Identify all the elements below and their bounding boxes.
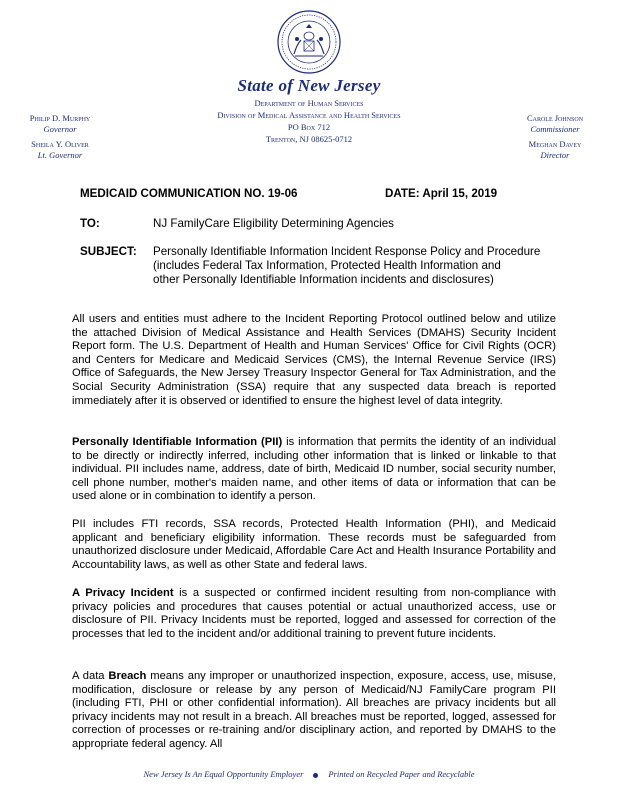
intro-paragraph: All users and entities must adhere to the Incident Reporting Protocol outlined below and utilize the attached Division of Medical Assistance and Health Services (DMAHS) Security Incident Report form. The U.S. Department of Health and Human Services' Office for Civil Rights (OCR) and Centers for Medicare and Medicaid Services (CMS), the Internal Revenue Service (IRS) Office of Safeguards, the New Jersey Treasury Inspector General for Tax Administration, and the Social Security Administration (SSA) require that any suspected data breach is reported immediately after it is observed or identified to ensure the highest level of data integrity. bbox=[72, 313, 556, 407]
breach-term: Breach bbox=[108, 670, 147, 682]
privacy-incident-paragraph bbox=[72, 587, 556, 641]
lt-governor-block bbox=[6, 139, 114, 160]
governor-title: Governor bbox=[43, 123, 77, 134]
director-title: Director bbox=[540, 149, 570, 160]
page-footer bbox=[0, 769, 618, 779]
lt-governor-title: Lt. Governor bbox=[37, 149, 83, 160]
commissioner-block bbox=[500, 113, 610, 134]
pii-definition: is information that permits the identity of an individual to be directly or indirectly inferred, including other information that is linked or linkable to that individual. PII includes name, address, date of birth, Medicaid ID number, social security number, cell phone number, mother's maiden name, and other items of data or information that can be used alone or in combination to identify a person. bbox=[72, 436, 557, 503]
governor-name: Philip D. Murphy bbox=[29, 113, 91, 123]
state-title: State of New Jersey bbox=[237, 76, 381, 95]
po-box: PO Box 712 bbox=[287, 122, 331, 132]
pii-includes-paragraph: PII includes FTI records, SSA records, Protected Health Information (PHI), and Medicaid applicant and beneficiary eligibility information. These records must be safeguarded from unauthorized disclosure under Medicaid, Affordable Care Act and Health Insurance Portability and Accountability laws, as well as other State and federal laws. bbox=[72, 518, 556, 571]
to-label: TO: bbox=[80, 217, 100, 230]
privacy-incident-definition: is a suspected or confirmed incident resulting from non-compliance with privacy policies and procedures that causes potential or actual unauthorized access, use or disclosure of PII. Privacy Incidents must be reported, logged and assessed for correction of the processes that led to the incident and/or additional training to prevent future incidents. bbox=[72, 587, 556, 640]
subject-label: SUBJECT: bbox=[80, 245, 137, 258]
pii-paragraph bbox=[72, 436, 556, 504]
breach-paragraph bbox=[72, 670, 556, 752]
breach-definition: means any improper or unauthorized inspection, exposure, access, use, misuse, modification, disclosure or release by any person of Medicaid/NJ FamilyCare program PII (including FTI, PHI or other confidential information). All breaches are privacy incidents but all privacy incidents may not result in a breach. All breaches must be reported, logged, assessed for correction of processes or re-training and/or disciplinary action, and reported by DMAHS to the appropriate federal agency. All bbox=[72, 670, 556, 750]
lt-governor-name: Sheila Y. Oliver bbox=[31, 139, 89, 149]
privacy-incident-term: A Privacy Incident bbox=[72, 587, 174, 599]
subject-text bbox=[153, 245, 540, 287]
commissioner-name: Carole Johnson bbox=[526, 113, 584, 123]
department-name: Department of Human Services bbox=[254, 98, 364, 108]
director-name: Meghan Davey bbox=[528, 139, 582, 149]
subject-line: Personally Identifiable Information Incident Response Policy and Procedure bbox=[153, 245, 541, 258]
governor-block bbox=[6, 113, 114, 134]
division-name: Division of Medical Assistance and Health Services bbox=[217, 110, 401, 120]
subject-line: (includes Federal Tax Information, Protected Health Information and bbox=[153, 259, 501, 272]
breach-prefix: A data bbox=[72, 670, 109, 682]
footer-recycled: Printed on Recycled Paper and Recyclable bbox=[328, 769, 475, 779]
to-value: NJ FamilyCare Eligibility Determining Agencies bbox=[153, 217, 394, 230]
memo-date: DATE: April 15, 2019 bbox=[385, 187, 498, 200]
city-address: Trenton, NJ 08625-0712 bbox=[265, 134, 353, 144]
footer-equal-opportunity: New Jersey Is An Equal Opportunity Employer bbox=[143, 769, 304, 779]
state-seal-image bbox=[277, 10, 341, 74]
commissioner-title: Commissioner bbox=[530, 123, 580, 134]
subject-line: other Personally Identifiable Information incidents and disclosures) bbox=[153, 273, 494, 286]
bullet-dot-icon bbox=[313, 773, 318, 778]
director-block bbox=[500, 139, 610, 160]
pii-term: Personally Identifiable Information (PII) bbox=[72, 436, 283, 448]
communication-number: MEDICAID COMMUNICATION NO. 19-06 bbox=[80, 187, 298, 200]
